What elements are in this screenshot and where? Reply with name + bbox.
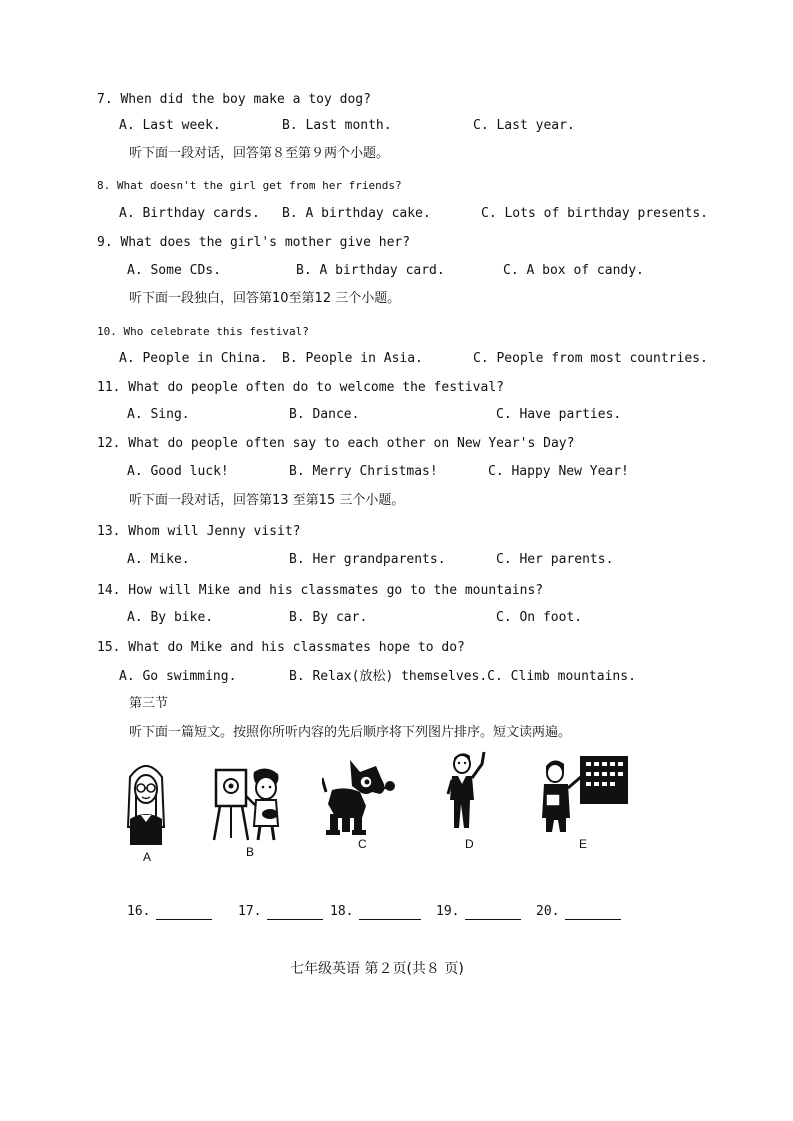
picture-e-teacher-at-blackboard [540, 754, 630, 834]
q10-option-b: B. People in Asia. [282, 351, 423, 366]
question-13: 13. Whom will Jenny visit? [97, 524, 301, 539]
q7-option-a: A. Last week. [119, 118, 221, 133]
q11-option-a: A. Sing. [127, 407, 190, 422]
answer-line-19[interactable] [465, 907, 521, 920]
picture-c-toy-dog [322, 756, 400, 836]
q8-option-a: A. Birthday cards. [119, 206, 260, 221]
question-14: 14. How will Mike and his classmates go to the mountains? [97, 583, 544, 598]
q8-option-b: B. A birthday cake. [282, 206, 431, 221]
q12-option-b: B. Merry Christmas! [289, 464, 438, 479]
q7-option-b: B. Last month. [282, 118, 392, 133]
answer-line-16[interactable] [156, 907, 212, 920]
q15-option-b-c: B. Relax(放松) themselves.C. Climb mountains. [289, 669, 636, 684]
q15-option-a: A. Go swimming. [119, 669, 237, 684]
question-12: 12. What do people often say to each other on New Year's Day? [97, 436, 575, 451]
question-15: 15. What do Mike and his classmates hope to do? [97, 640, 465, 655]
picture-b-label: B [246, 845, 255, 859]
answer-number-19: 19. [436, 904, 460, 919]
question-8: 8. What doesn't the girl get from her friends? [97, 179, 402, 192]
instruction-8-9: 听下面一段对话，回答第８至第９两个小题。 [129, 146, 390, 161]
q14-option-c: C. On foot. [496, 610, 583, 625]
picture-a-label: A [143, 850, 152, 864]
q13-option-a: A. Mike. [127, 552, 190, 567]
answer-blank-18[interactable] [330, 904, 421, 920]
answer-blank-16[interactable] [127, 904, 212, 920]
section-3-instruction: 听下面一篇短文。按照你所听内容的先后顺序将下列图片排序。短文读两遍。 [129, 725, 572, 740]
q11-option-b: B. Dance. [289, 407, 360, 422]
instruction-13-15: 听下面一段对话，回答第13 至第15 三个小题。 [129, 493, 405, 508]
answer-number-20: 20. [536, 904, 560, 919]
instruction-10-12: 听下面一段独白，回答第10至第12 三个小题。 [129, 291, 401, 306]
q13-option-b: B. Her grandparents. [289, 552, 446, 567]
answer-blank-17[interactable] [238, 904, 323, 920]
q14-option-b: B. By car. [289, 610, 368, 625]
picture-d-person-pointing [444, 750, 488, 832]
question-9: 9. What does the girl's mother give her? [97, 235, 411, 250]
page-footer: 七年级英语 第２页(共８ 页) [290, 961, 464, 977]
q13-option-c: C. Her parents. [496, 552, 614, 567]
answer-number-18: 18. [330, 904, 354, 919]
answer-line-20[interactable] [565, 907, 621, 920]
q12-option-a: A. Good luck! [127, 464, 229, 479]
question-11: 11. What do people often do to welcome the festival? [97, 380, 504, 395]
question-10: 10. Who celebrate this festival? [97, 325, 309, 338]
answer-number-16: 16. [127, 904, 151, 919]
q11-option-c: C. Have parties. [496, 407, 622, 422]
q12-option-c: C. Happy New Year! [488, 464, 629, 479]
picture-b-boy-painting [212, 766, 284, 842]
q9-option-b: B. A birthday card. [296, 263, 445, 278]
q10-option-c: C. People from most countries. [473, 351, 708, 366]
section-3-title: 第三节 [129, 696, 169, 711]
picture-a-girl-with-glasses [120, 757, 172, 847]
answer-line-17[interactable] [267, 907, 323, 920]
q14-option-a: A. By bike. [127, 610, 214, 625]
q9-option-a: A. Some CDs. [127, 263, 221, 278]
picture-e-label: E [579, 837, 588, 851]
picture-c-label: C [358, 837, 367, 851]
question-7: 7. When did the boy make a toy dog? [97, 92, 371, 107]
picture-d-label: D [465, 837, 474, 851]
answer-blank-19[interactable] [436, 904, 521, 920]
q7-option-c: C. Last year. [473, 118, 575, 133]
answer-blank-20[interactable] [536, 904, 621, 920]
answer-line-18[interactable] [359, 907, 421, 920]
q8-option-c: C. Lots of birthday presents. [481, 206, 708, 221]
answer-number-17: 17. [238, 904, 262, 919]
q10-option-a: A. People in China. [119, 351, 268, 366]
q9-option-c: C. A box of candy. [503, 263, 644, 278]
